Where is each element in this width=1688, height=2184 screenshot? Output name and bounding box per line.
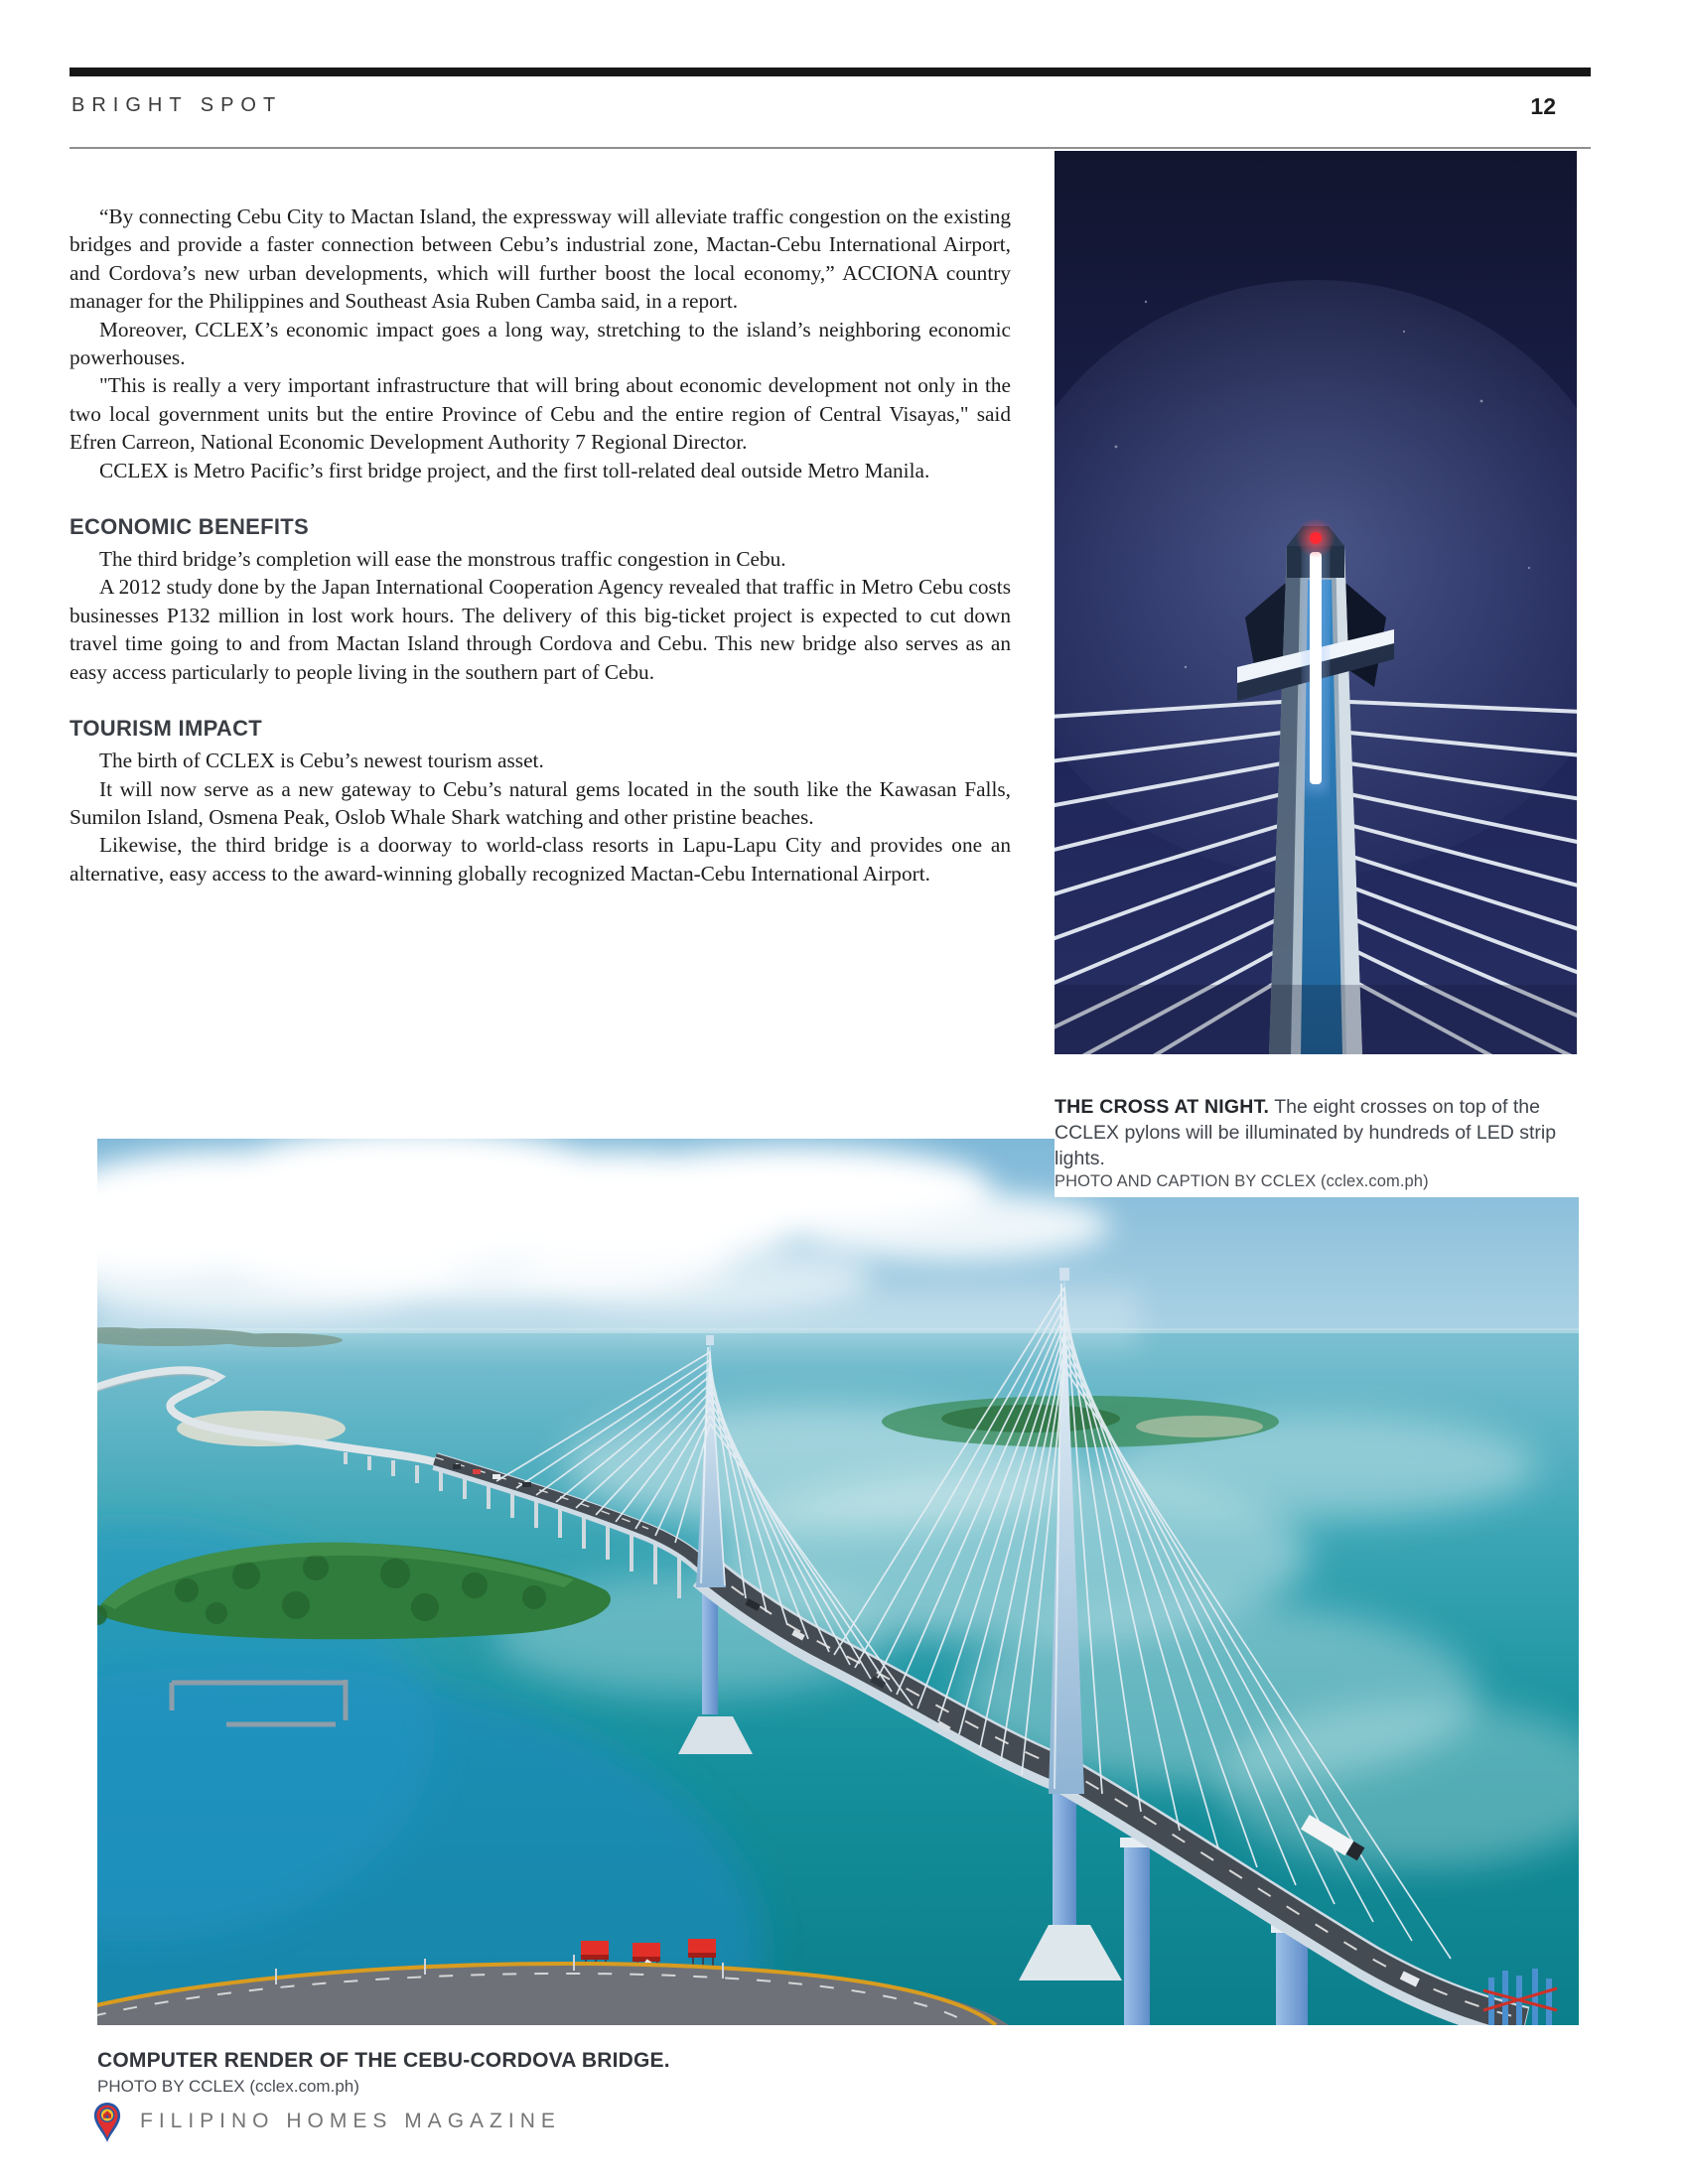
article-body	[70, 203, 1011, 887]
article-paragraph: Moreover, CCLEX’s economic impact goes a long way, stretching to the island’s neighboring economic powerhouses.	[70, 317, 1011, 370]
caption-title: THE CROSS AT NIGHT.	[1055, 1096, 1270, 1118]
article-paragraph: CCLEX is Metro Pacific’s first bridge project, and the first toll-related deal outside Metro Manila.	[99, 458, 930, 482]
article-paragraph: It will now serve as a new gateway to Cebu’s natural gems located in the south like the Kawasan Falls, Sumilon Island, Osmena Peak, Oslob Whale Shark watching and other pristine beaches.	[70, 776, 1011, 829]
article-tourism-section	[70, 747, 1011, 887]
caption-text: THE CROSS AT NIGHT. The eight crosses on top of the CCLEX pylons will be illuminated by hundreds of LED strip lights.	[1055, 1096, 1557, 1169]
article-paragraph: "This is really a very important infrastructure that will bring about economic development not only in the two local government units but the entire Province of Cebu and the entire region of Central Visayas," said Efren Carreon, National Economic Development Authority 7 Regional Director.	[70, 373, 1011, 455]
photo-credit: PHOTO BY CCLEX (cclex.com.ph)	[97, 2077, 359, 2096]
cross-at-night-photo	[1055, 151, 1577, 1054]
article-paragraph: “By connecting Cebu City to Mactan Island, the expressway will alleviate traffic congestion on the existing bridges and provide a faster connection between Cebu’s industrial zone, Mactan-Cebu International Airport, and Cordova’s new urban developments, which will further boost the local economy,” ACCIONA country manager for the Philippines and Southeast Asia Ruben Camba said, in a report.	[70, 205, 1011, 314]
section-heading-economic-benefits: ECONOMIC BENEFITS	[70, 514, 309, 540]
article-economic-section	[70, 545, 1011, 686]
magazine-name: FILIPINO HOMES MAGAZINE	[140, 2109, 561, 2132]
caption-title: COMPUTER RENDER OF THE CEBU-CORDOVA BRIDGE.	[97, 2049, 670, 2072]
page-number: 12	[1530, 93, 1556, 119]
render-photo-caption	[97, 2049, 670, 2097]
article-paragraph: Likewise, the third bridge is a doorway to world-class resorts in Lapu-Lapu City and provides one an alternative, easy access to the award-winning globally recognized Mactan-Cebu International Airport.	[70, 833, 1011, 886]
bridge-render-photo	[97, 1139, 1579, 2025]
photo-credit: PHOTO AND CAPTION BY CCLEX (cclex.com.ph)	[1055, 1172, 1429, 1190]
article-paragraph: The third bridge’s completion will ease the monstrous traffic congestion in Cebu.	[99, 547, 786, 572]
map-pin-house-icon	[92, 2101, 122, 2149]
article-paragraph: A 2012 study done by the Japan International Cooperation Agency revealed that traffic in Metro Cebu costs businesses P132 million in lost work hours. The delivery of this big-ticket project is expected to cut down travel time going to and from Mactan Island through Cordova and Cebu. This new bridge also serves as an easy access particularly to people living in the southern part of Cebu.	[70, 575, 1011, 684]
section-heading-tourism-impact: TOURISM IMPACT	[70, 716, 263, 742]
section-kicker: BRIGHT SPOT	[71, 94, 283, 116]
top-rule-bar	[70, 68, 1591, 76]
article-paragraph: The birth of CCLEX is Cebu’s newest tourism asset.	[99, 749, 544, 773]
magazine-footer	[92, 2101, 561, 2149]
header-divider	[70, 147, 1591, 149]
article-intro-section	[70, 203, 1011, 484]
cross-photo-caption	[1055, 1070, 1581, 1197]
